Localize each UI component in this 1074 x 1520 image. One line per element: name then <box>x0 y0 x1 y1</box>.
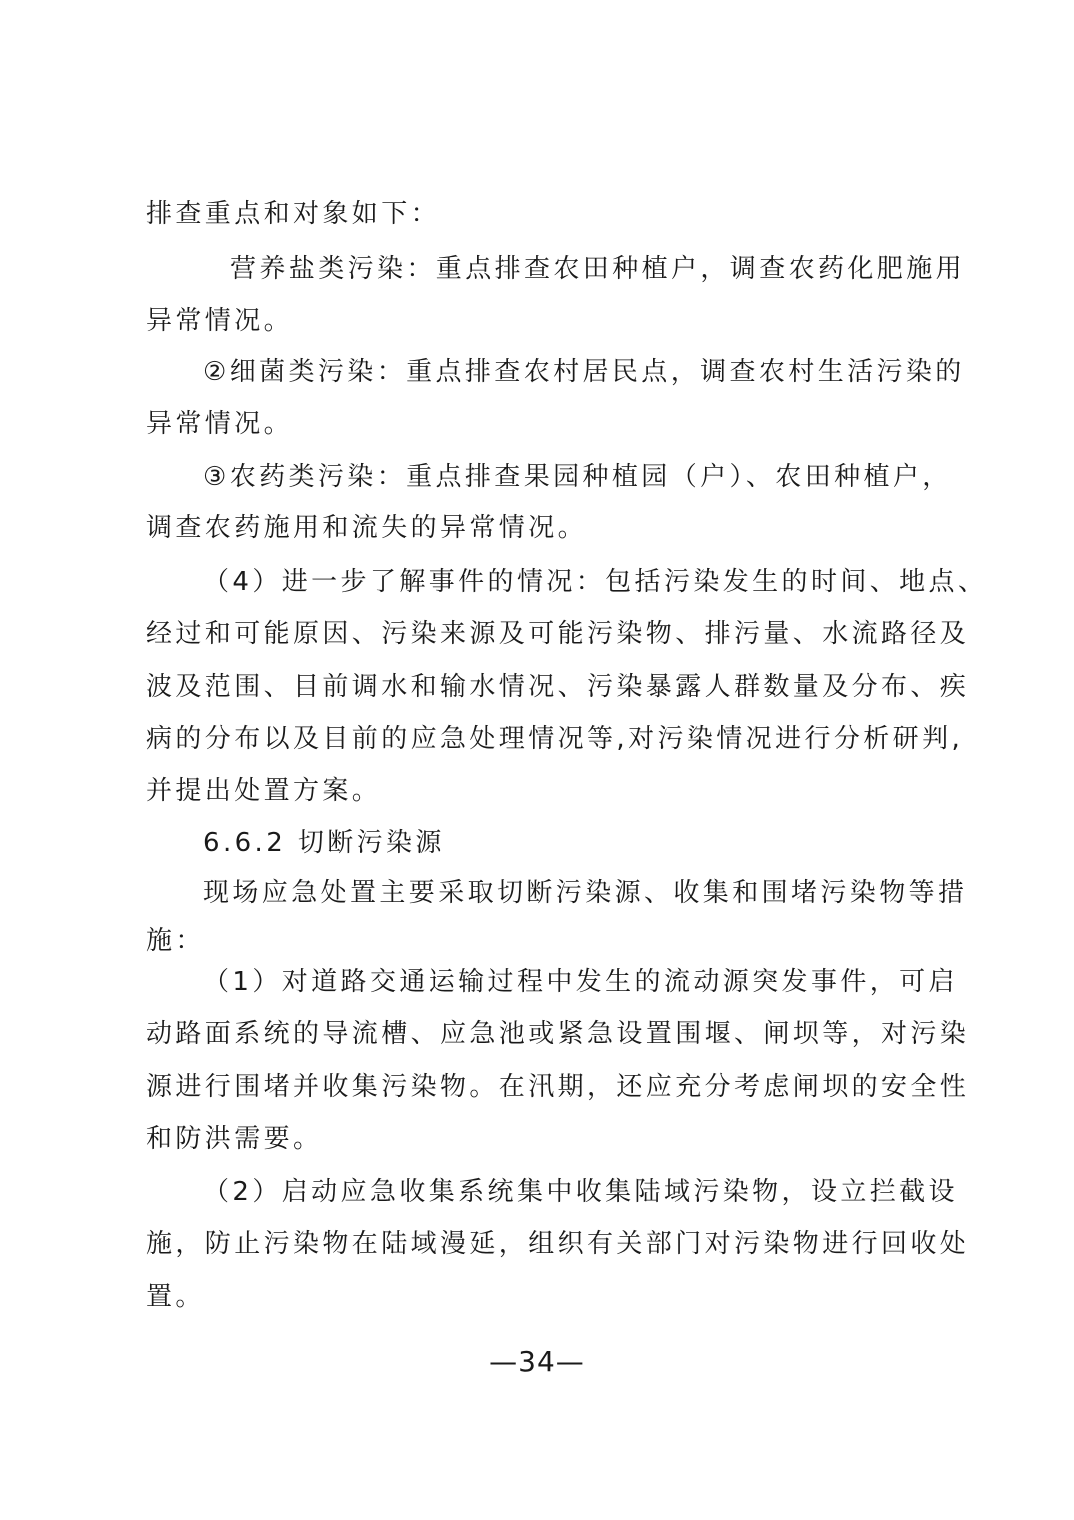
text-line: 置。 <box>146 1282 205 1312</box>
text-line: 和防洪需要。 <box>146 1124 323 1154</box>
text-line: ②细菌类污染：重点排查农村居民点，调查农村生活污染的 <box>203 357 965 387</box>
text-line: （4）进一步了解事件的情况：包括污染发生的时间、地点、 <box>203 567 988 597</box>
text-line: 异常情况。 <box>146 409 294 439</box>
text-line: 施，防止污染物在陆域漫延，组织有关部门对污染物进行回收处 <box>146 1229 970 1259</box>
page-number: —34— <box>489 1345 585 1378</box>
text-line: 并提出处置方案。 <box>146 776 382 806</box>
text-line: 异常情况。 <box>146 306 294 336</box>
text-line: 波及范围、目前调水和输水情况、污染暴露人群数量及分布、疾 <box>146 672 970 702</box>
text-line: 调查农药施用和流失的异常情况。 <box>146 513 588 543</box>
text-line: 营养盐类污染：重点排查农田种植户，调查农药化肥施用 <box>230 254 966 284</box>
text-line: ③农药类污染：重点排查果园种植园（户）、农田种植户， <box>203 462 952 492</box>
text-line: 施： <box>146 926 205 956</box>
section-heading: 6.6.2 切断污染源 <box>203 828 445 858</box>
text-line: 源进行围堵并收集污染物。在汛期，还应充分考虑闸坝的安全性 <box>146 1072 970 1102</box>
text-line: 动路面系统的导流槽、应急池或紧急设置围堰、闸坝等，对污染 <box>146 1019 970 1049</box>
text-line: 排查重点和对象如下： <box>146 199 441 229</box>
text-line: （1）对道路交通运输过程中发生的流动源突发事件，可启 <box>203 967 958 997</box>
text-line: （2）启动应急收集系统集中收集陆域污染物，设立拦截设 <box>203 1177 958 1207</box>
text-line: 现场应急处置主要采取切断污染源、收集和围堵污染物等措 <box>203 878 968 908</box>
text-line: 病的分布以及目前的应急处理情况等,对污染情况进行分析研判, <box>146 724 964 754</box>
text-line: 经过和可能原因、污染来源及可能污染物、排污量、水流路径及 <box>146 619 970 649</box>
